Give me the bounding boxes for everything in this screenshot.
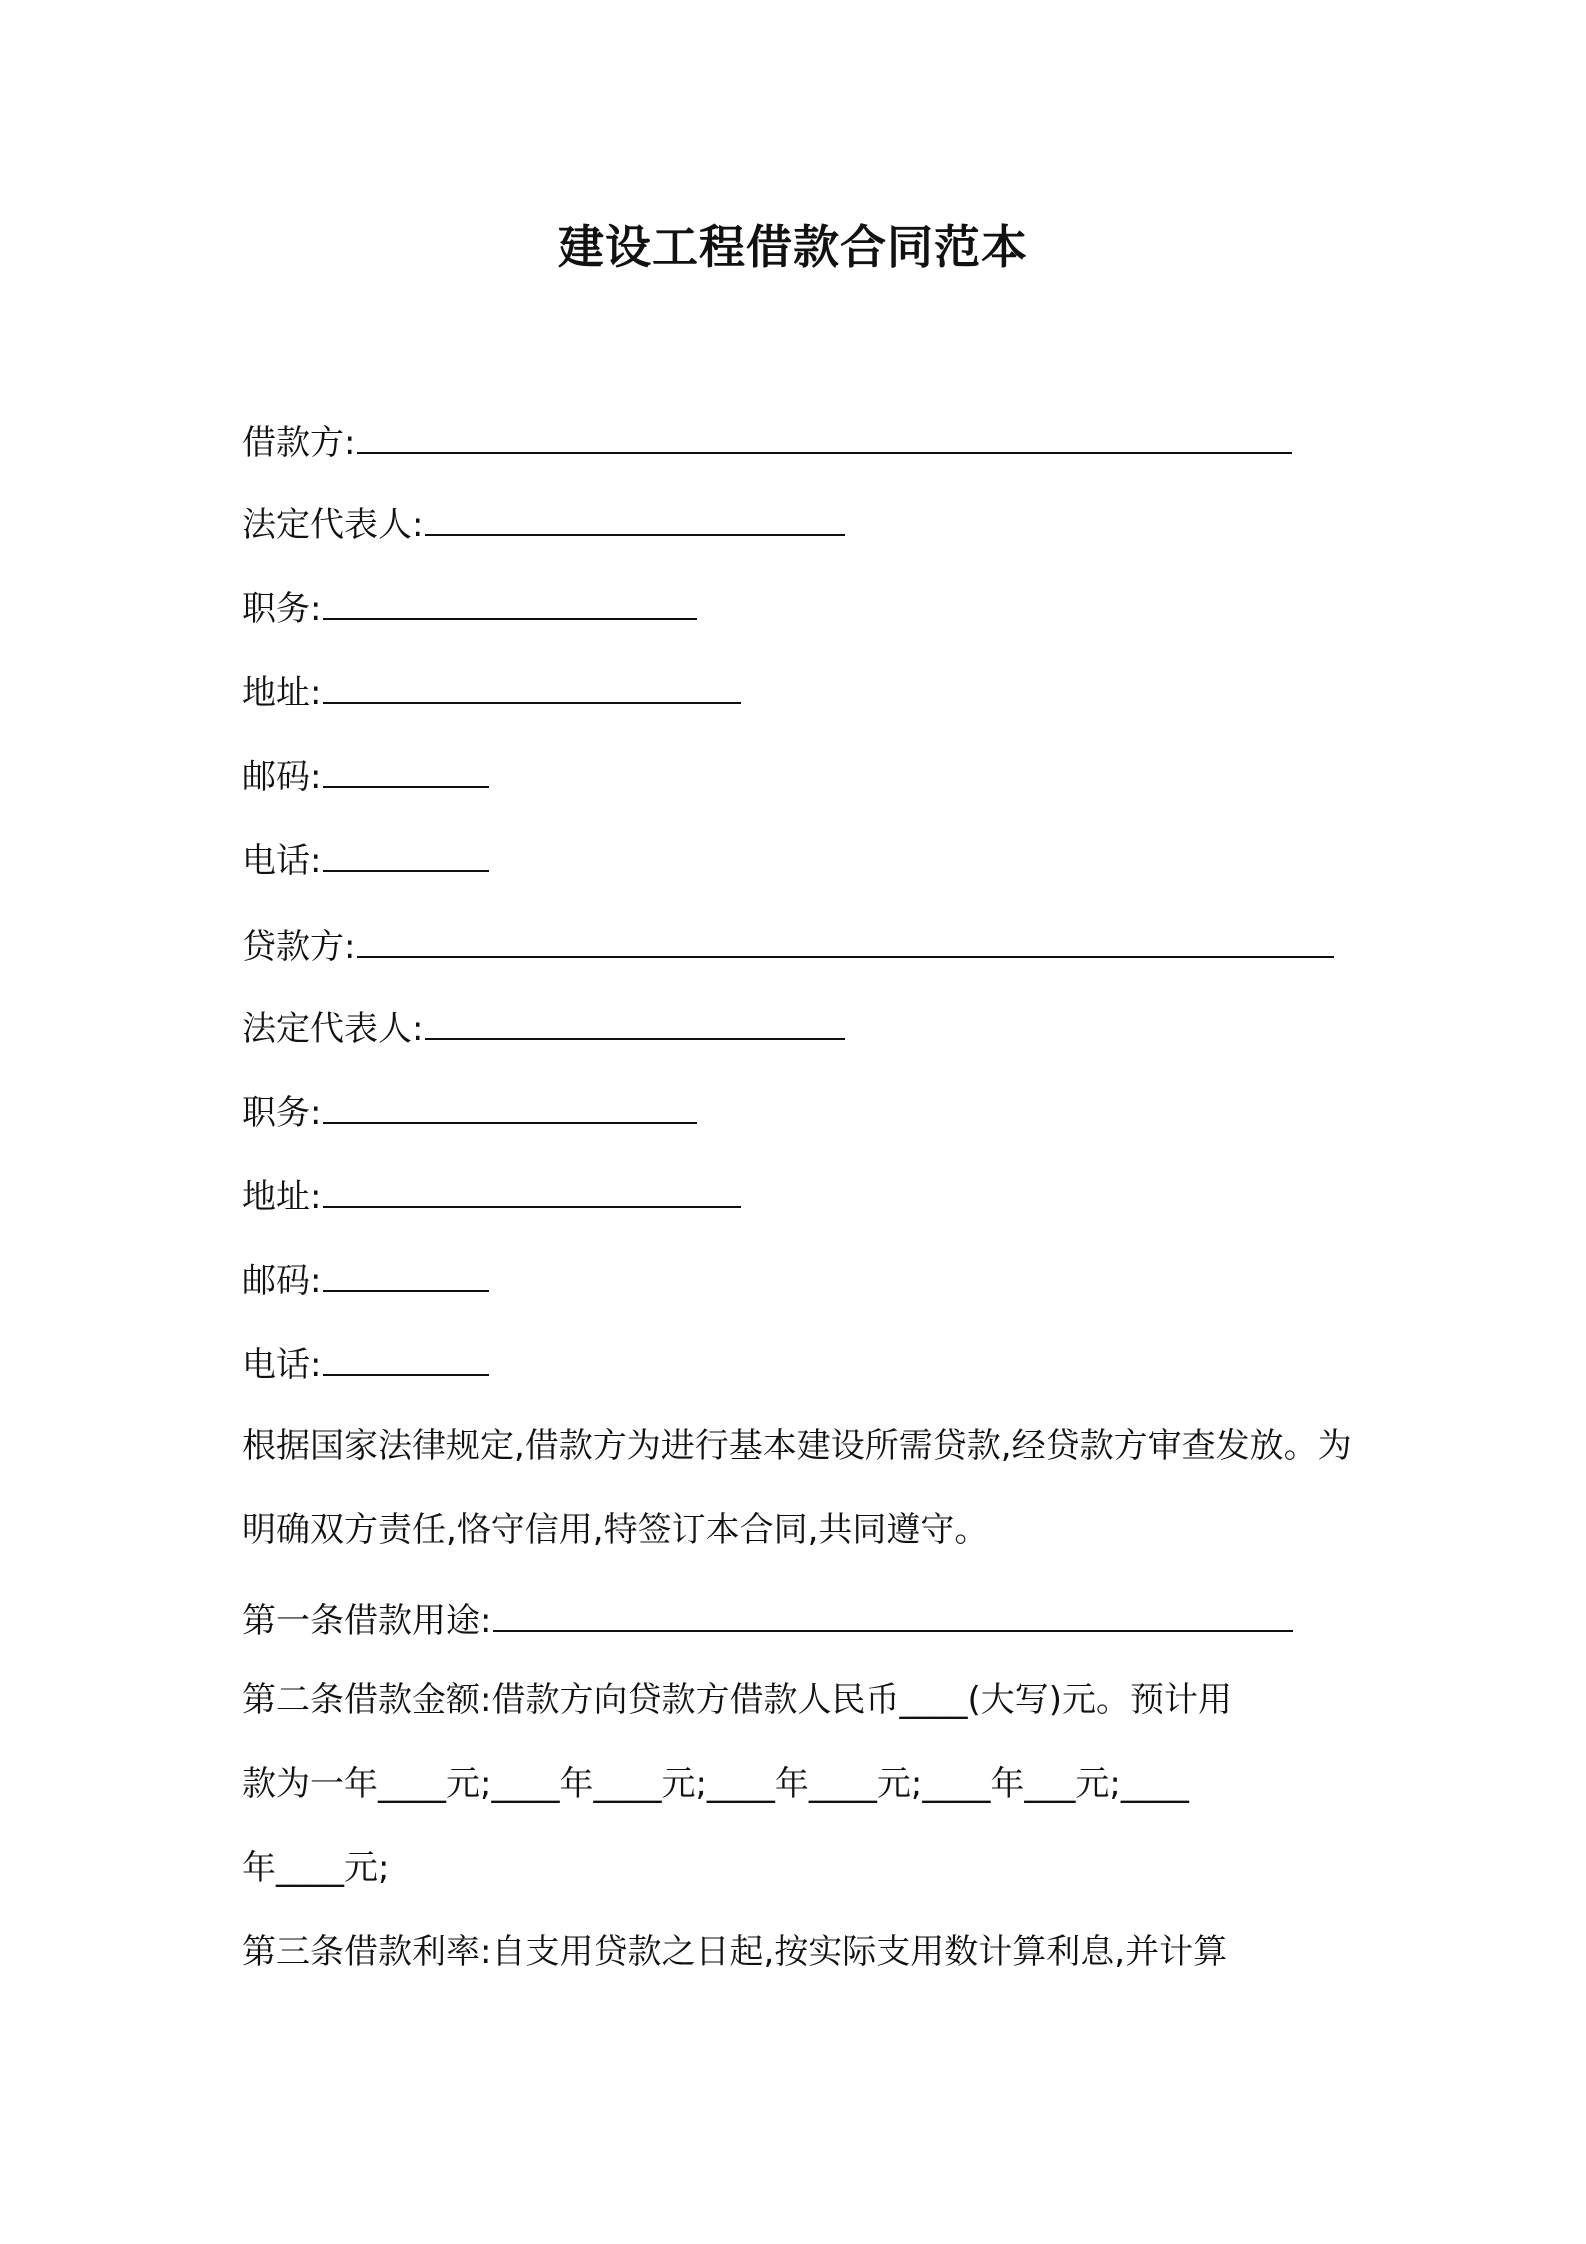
article-2-line-3: 年____元; <box>242 1848 390 1888</box>
borrower-phone-label: 电话: <box>242 841 322 881</box>
lender-address-field <box>242 1172 741 1221</box>
lender-phone-blank <box>323 1340 489 1376</box>
lender-address-label: 地址: <box>242 1177 322 1217</box>
borrower-rep-field <box>242 500 845 549</box>
lender-postcode-field <box>242 1256 489 1305</box>
article-3-line-1: 第三条借款利率:自支用贷款之日起,按实际支用数计算利息,并计算 <box>242 1932 1228 1972</box>
lender-postcode-blank <box>323 1256 489 1292</box>
borrower-position-field <box>242 584 697 633</box>
lender-rep-label: 法定代表人: <box>242 1009 424 1049</box>
borrower-address-label: 地址: <box>242 673 322 713</box>
lender-phone-label: 电话: <box>242 1345 322 1385</box>
borrower-field <box>242 418 1292 467</box>
borrower-rep-blank <box>425 500 845 536</box>
borrower-label: 借款方: <box>242 423 356 463</box>
borrower-blank <box>357 418 1292 454</box>
borrower-postcode-label: 邮码: <box>242 757 322 797</box>
lender-blank <box>357 922 1334 958</box>
lender-postcode-label: 邮码: <box>242 1261 322 1301</box>
borrower-postcode-blank <box>323 752 489 788</box>
lender-address-blank <box>323 1172 741 1208</box>
lender-rep-field <box>242 1004 845 1053</box>
borrower-position-label: 职务: <box>242 589 322 629</box>
lender-label: 贷款方: <box>242 927 356 967</box>
borrower-address-blank <box>323 668 741 704</box>
article-1 <box>242 1596 1293 1645</box>
article-2-line-2: 款为一年____元;____年____元;____年____元;____年___元;____ <box>242 1764 1189 1804</box>
lender-position-blank <box>323 1088 697 1124</box>
borrower-position-blank <box>323 584 697 620</box>
borrower-postcode-field <box>242 752 489 801</box>
article-1-blank <box>493 1596 1293 1632</box>
article-2-line-1: 第二条借款金额:借款方向贷款方借款人民币____(大写)元。预计用 <box>242 1680 1232 1720</box>
borrower-address-field <box>242 668 741 717</box>
lender-rep-blank <box>425 1004 845 1040</box>
lender-phone-field <box>242 1340 489 1389</box>
borrower-phone-blank <box>323 836 489 872</box>
preamble-paragraph: 根据国家法律规定,借款方为进行基本建设所需贷款,经贷款方审查发放。为明确双方责任,恪守信用,特签订本合同,共同遵守。 <box>242 1426 1352 1550</box>
borrower-phone-field <box>242 836 489 885</box>
lender-position-label: 职务: <box>242 1093 322 1133</box>
lender-field <box>242 922 1334 971</box>
article-1-label: 第一条借款用途: <box>242 1601 492 1641</box>
lender-position-field <box>242 1088 697 1137</box>
borrower-rep-label: 法定代表人: <box>242 505 424 545</box>
document-title: 建设工程借款合同范本 <box>558 220 1028 274</box>
